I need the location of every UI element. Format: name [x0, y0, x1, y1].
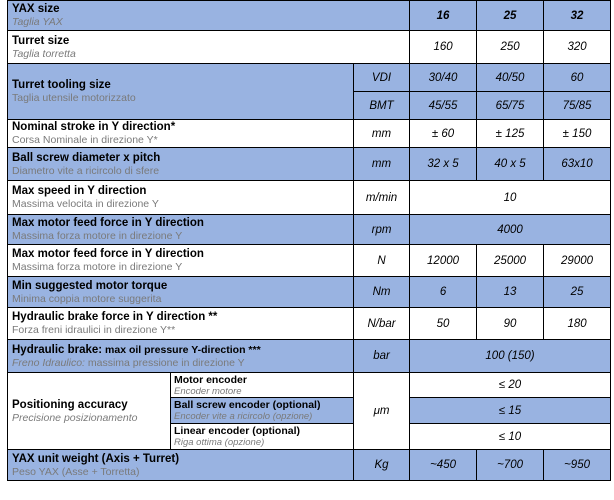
weight-row — [8, 450, 611, 481]
weight-v1: ~450 — [410, 450, 477, 481]
weight-unit: Kg — [354, 450, 410, 481]
torque-v3: 25 — [544, 277, 611, 308]
positioning-row-1 — [8, 373, 611, 398]
brake-label — [8, 308, 354, 340]
maxrpm-row — [8, 215, 611, 245]
maxspeed-row — [8, 181, 611, 215]
maxforce-v1: 12000 — [410, 245, 477, 277]
torque-unit: Nm — [354, 277, 410, 308]
stroke-label — [8, 120, 354, 148]
header-title: YAX size — [12, 3, 60, 15]
ballscrew-en: Ball screw diameter x pitch — [12, 151, 161, 164]
torque-it: Minima coppia motore suggerita — [12, 292, 162, 305]
turret-v1: 160 — [410, 31, 477, 64]
stroke-unit: mm — [354, 120, 410, 148]
maxforce-unit: N — [354, 245, 410, 277]
brake-it: Forza freni idraulici in direzione Y** — [12, 324, 176, 336]
brake-en: Hydraulic brake force in Y direction ** — [12, 311, 218, 323]
tooling-bmt-unit: BMT — [354, 92, 410, 120]
weight-v3: ~950 — [544, 450, 611, 481]
maxforce-v2: 25000 — [477, 245, 544, 277]
stroke-v3: ± 150 — [544, 120, 611, 148]
brakepress-label — [8, 340, 354, 373]
brake-v2: 90 — [477, 308, 544, 340]
tooling-en: Turret tooling size — [12, 79, 111, 91]
tooling-vdi-unit: VDI — [354, 64, 410, 92]
brakepress-unit: bar — [354, 340, 410, 373]
linear-encoder-label — [171, 424, 354, 450]
maxspeed-value: 10 — [410, 181, 611, 215]
linear-encoder-value: ≤ 10 — [410, 424, 611, 450]
maxforce-row — [8, 245, 611, 277]
ballscrew-v1: 32 x 5 — [410, 148, 477, 181]
tooling-bmt-v2: 65/75 — [477, 92, 544, 120]
brakepress-en-a: Hydraulic brake: — [12, 343, 103, 356]
stroke-it: Corsa Nominale in direzione Y* — [12, 134, 158, 146]
tooling-vdi-v2: 40/50 — [477, 64, 544, 92]
turret-label — [8, 31, 410, 64]
size-32: 32 — [544, 1, 611, 31]
ballscrew-encoder-value: ≤ 15 — [410, 398, 611, 424]
tooling-bmt-v3: 75/85 — [544, 92, 611, 120]
ballscrew-it: Diametro vite a ricircolo di sfere — [12, 164, 160, 177]
ballscrew-label — [8, 148, 354, 181]
weight-v2: ~700 — [477, 450, 544, 481]
tooling-vdi-v1: 30/40 — [410, 64, 477, 92]
tooling-label — [8, 64, 354, 120]
header-row — [8, 1, 611, 31]
turret-v2: 250 — [477, 31, 544, 64]
motor-encoder-label — [171, 373, 354, 398]
ballscrew-encoder-it: Encoder vite a ricircolo (opzione) — [174, 411, 313, 422]
tooling-it: Taglia utensile motorizzato — [12, 92, 136, 104]
motor-encoder-value: ≤ 20 — [410, 373, 611, 398]
maxspeed-it: Massima velocita in direzione Y — [12, 198, 159, 210]
brake-v1: 50 — [410, 308, 477, 340]
turret-v3: 320 — [544, 31, 611, 64]
tooling-bmt-v1: 45/55 — [410, 92, 477, 120]
torque-row — [8, 277, 611, 308]
torque-en: Min suggested motor torque — [12, 279, 168, 292]
positioning-unit: μm — [354, 373, 410, 450]
maxspeed-unit: m/min — [354, 181, 410, 215]
weight-label — [8, 450, 354, 481]
ballscrew-row — [8, 148, 611, 181]
ballscrew-v2: 40 x 5 — [477, 148, 544, 181]
ballscrew-encoder-en: Ball screw encoder (optional) — [174, 399, 321, 411]
maxforce-v3: 29000 — [544, 245, 611, 277]
linear-encoder-it: Riga ottima (opzione) — [174, 437, 265, 448]
stroke-v2: ± 125 — [477, 120, 544, 148]
brakepress-value: 100 (150) — [410, 340, 611, 373]
stroke-v1: ± 60 — [410, 120, 477, 148]
torque-label — [8, 277, 354, 308]
maxrpm-en: Max motor feed force in Y direction — [12, 217, 204, 229]
brakepress-it-a: Freno Idraulico: — [12, 356, 85, 369]
motor-encoder-en: Motor encoder — [174, 373, 247, 386]
weight-it: Peso YAX (Asse + Torretta) — [12, 465, 140, 478]
brake-v3: 180 — [544, 308, 611, 340]
brakepress-it-b: massima pressione in direzione Y — [84, 356, 245, 369]
ballscrew-v3: 63x10 — [544, 148, 611, 181]
header-label-cell — [8, 1, 410, 31]
maxforce-en: Max motor feed force in Y direction — [12, 248, 204, 260]
turret-it: Taglia torretta — [12, 47, 76, 60]
tooling-vdi-v3: 60 — [544, 64, 611, 92]
stroke-en: Nominal stroke in Y direction* — [12, 121, 176, 133]
maxspeed-en: Max speed in Y direction — [12, 185, 147, 197]
positioning-label — [8, 373, 171, 450]
positioning-en: Positioning accuracy — [12, 398, 128, 411]
motor-encoder-it: Encoder motore — [174, 385, 242, 397]
maxrpm-unit: rpm — [354, 215, 410, 245]
maxforce-label — [8, 245, 354, 277]
brake-unit: N/bar — [354, 308, 410, 340]
weight-en: YAX unit weight (Axis + Turret) — [12, 452, 180, 465]
spec-table — [7, 0, 611, 481]
positioning-it: Precisione posizionamento — [12, 411, 138, 424]
size-16: 16 — [410, 1, 477, 31]
torque-v1: 6 — [410, 277, 477, 308]
maxrpm-label — [8, 215, 354, 245]
torque-v2: 13 — [477, 277, 544, 308]
ballscrew-unit: mm — [354, 148, 410, 181]
linear-encoder-en: Linear encoder (optional) — [174, 425, 301, 437]
brakepress-row — [8, 340, 611, 373]
turret-en: Turret size — [12, 34, 70, 47]
ballscrew-encoder-label — [171, 398, 354, 424]
header-subtitle: Taglia YAX — [12, 16, 63, 28]
tooling-vdi-row — [8, 64, 611, 92]
maxrpm-value: 4000 — [410, 215, 611, 245]
maxforce-it: Massima forza motore in direzione Y — [12, 261, 183, 273]
turret-row — [8, 31, 611, 64]
brake-row — [8, 308, 611, 340]
stroke-row — [8, 120, 611, 148]
maxrpm-it: Massima forza motore in direzione Y — [12, 230, 183, 242]
maxspeed-label — [8, 181, 354, 215]
size-25: 25 — [477, 1, 544, 31]
brakepress-en-b: max oil pressure Y-direction *** — [102, 343, 261, 356]
